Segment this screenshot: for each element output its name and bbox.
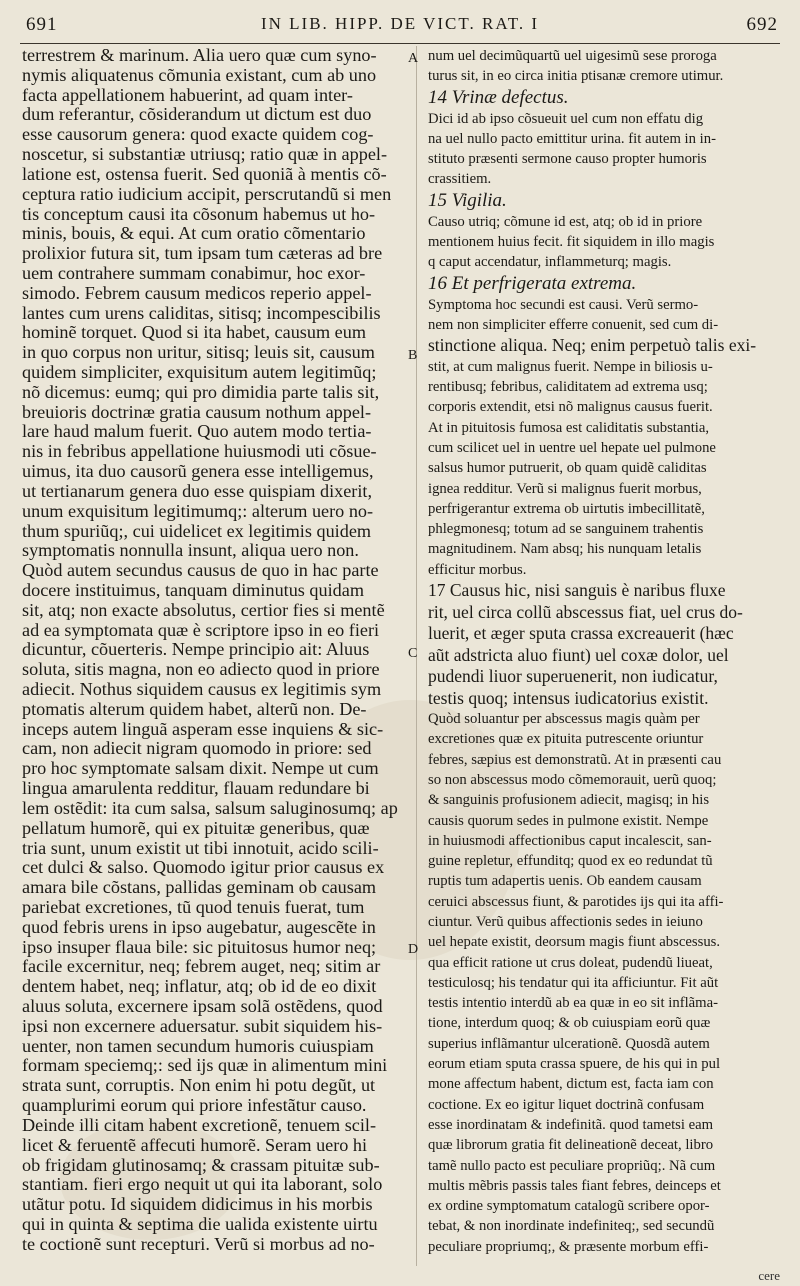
text-line: ptomatis alterum quidem habet, alterũ non. De-: [22, 699, 367, 719]
text-line: aũt adstricta aluo fiunt) uel coxæ dolor, uel: [428, 644, 729, 665]
section-heading: 14 Vrinæ defectus.: [428, 86, 569, 108]
text-line: nymis aliquatenus cõmunia existant, cum ab uno: [22, 65, 377, 85]
text-line: esse causorum genera: quod exacte quidem cog-: [22, 125, 374, 145]
text-line: cam, non adiecit nigram quomodo in priore: sed: [22, 739, 372, 759]
text-line: adiecit. Nothus siquidem causus ex legitimis sym: [22, 680, 382, 699]
text-line: mentionem huius fecit. fit siquidem in illo magis: [428, 234, 715, 251]
text-line: facta appellationem habuerint, ad quam inter-: [22, 85, 353, 105]
text-line: nis in febribus appellatione huiusmodi uti cõsue-: [22, 442, 377, 462]
text-line: ad ea symptomata quæ è scriptore ipso in eo fieri: [22, 620, 380, 640]
text-line: lem ostẽdit: ita cum salsa, salsum saluginosumq; ap: [22, 798, 398, 818]
text-line: so non abscessus modo cõmemorauit, uerũ quoq;: [428, 771, 717, 788]
text-line: dum referantur, cõsiderandum ut dictum est duo: [22, 105, 372, 125]
text-line: tebat, & non inordinate indefiniteq;, sed secundũ: [428, 1218, 715, 1235]
text-line: pellatum humorẽ, qui ex pituitæ generibus, quæ: [22, 818, 370, 838]
text-line: quamplurimi eorum qui priore infestãtur causo.: [22, 1096, 367, 1116]
text-line: Deinde illi citam habent excretionẽ, tenuem scil-: [22, 1115, 377, 1135]
text-line: phlegmonesq; totum ad se sanguinem trahentis: [428, 521, 704, 538]
page-number-left: 691: [26, 14, 58, 35]
text-line: luerit, et æger sputa crassa excreauerit (hæc: [428, 623, 734, 644]
text-line: na uel nullo pacto emittitur urina. fit autem in in-: [428, 130, 716, 147]
text-line: sit, atq; non exacte absolutus, certior fies si mentẽ: [22, 600, 385, 620]
text-line: coctione. Ex eo igitur liquet doctrinã confusam: [428, 1096, 705, 1113]
text-line: tis conceptum causi ita cõsonum habemus ut ho-: [22, 204, 376, 224]
text-line: qui in quinta & septima die ualida existente uirtu: [22, 1214, 378, 1234]
text-line: ceptura ratio iudicium accipit, perscrutandũ si men: [22, 184, 392, 204]
text-line: hominẽ torquet. Quod si ita habet, causum eum: [22, 323, 366, 343]
text-line: utãtur potu. Id siquidem didicimus in his morbis: [22, 1195, 373, 1215]
text-line: mone affectum habent, dictum est, facta iam con: [428, 1076, 714, 1093]
text-line: ciuntur. Verũ quibus affectionis sedes in ieiuno: [428, 914, 703, 930]
text-line: stinctione aliqua. Neq; enim perpetuò talis exi-: [428, 335, 757, 356]
text-line: lantes cum urens caliditas, sitisq; incompescibilis: [22, 303, 381, 323]
text-line: q caput accendatur, inflammeturq; magis.: [428, 254, 672, 271]
text-line: uenter, non tamen secundum humoris cuiuspiam: [22, 1036, 374, 1056]
text-line: ut tertianarum genera duo esse quispiam dixerit,: [22, 481, 373, 501]
text-line: tamẽ nullo pacto est peculiare propriũq;. Nã cum: [428, 1157, 716, 1174]
text-line: perfrigerantur extrema ob uirtutis imbecillitatẽ,: [428, 500, 705, 517]
text-line: cet dulci & salso. Quomodo igitur prior causus ex: [22, 858, 385, 878]
section-heading: 16 Et perfrigerata extrema.: [428, 272, 637, 294]
text-line: te coctionẽ sunt recepturi. Verũ si morbus ad no-: [22, 1234, 375, 1254]
text-line: multis mẽbris passis tales fiant febres, deinceps et: [428, 1177, 721, 1194]
text-line: At in pituitosis fumosa est caliditatis substantia,: [428, 419, 710, 436]
text-line: prolixior futura sit, tum ipsam tum cæteras ad bre: [22, 244, 383, 264]
running-title: IN LIB. HIPP. DE VICT. RAT. I: [260, 14, 540, 33]
text-line: ignea redditur. Verũ si malignus fuerit morbus,: [428, 480, 702, 497]
text-line: stituto præsenti sermone causo propter humoris: [428, 151, 707, 168]
text-line: testis intentio interdũ ab ea quæ in eo sit inflãma-: [428, 995, 719, 1012]
text-line: amara bile cõstans, pallidas geminam ob causam: [22, 878, 377, 898]
left-column: [22, 46, 404, 1255]
page-number-right: 692: [746, 14, 778, 35]
text-line: guine repletur, effunditq; quod ex eo redundat tũ: [428, 853, 713, 870]
text-line: docere instituimus, tanquam diminutus quidam: [22, 580, 364, 600]
text-line: soluta, sitis magna, non eo adiecto quod in priore: [22, 660, 380, 680]
text-line: in huiusmodi affectionibus caput incalescit, san-: [428, 832, 712, 849]
text-line: aluus soluta, excernere ipsam solã ostẽdens, quod: [22, 997, 383, 1016]
text-line: symptomatis nonnulla insunt, aliqua uero non.: [22, 541, 359, 561]
text-line: ex ordine symptomatum catalogũ scribere opor-: [428, 1198, 710, 1215]
text-line: 17 Causus hic, nisi sanguis è naribus fluxe: [428, 580, 726, 601]
text-line: dentem habet, neq; inflatur, atq; ob id de eo dixit: [22, 977, 377, 997]
text-line: ipso insuper flaua bile: sic pituitosus humor neq;: [22, 937, 377, 957]
text-line: cum scilicet uel in uentre uel hepate uel pulmone: [428, 439, 716, 456]
text-line: turus sit, in eo circa initia ptisanæ cremore utimur.: [428, 68, 724, 85]
text-line: superius inflãmantur ulcerationẽ. Quosdã autem: [428, 1035, 710, 1052]
text-line: lingua amarulenta redditur, flauam redundare bi: [22, 779, 370, 799]
text-line: in quo corpus non uritur, sitisq; leuis sit, causum: [22, 343, 375, 363]
text-line: efficitur morbus.: [428, 561, 527, 578]
text-line: salsus humor putruerit, ob quam quidẽ caliditas: [428, 460, 707, 477]
text-line: febres, sæpius est demonstratũ. At in præsenti cau: [428, 751, 722, 768]
text-line: Quòd autem secundus causus de quo in hac parte: [22, 561, 379, 581]
text-line: Dici id ab ipso cõsueuit uel cum non effatu dig: [428, 110, 704, 127]
text-line: eorum etiam sputa crassa spuere, de his qui in pul: [428, 1056, 721, 1073]
text-line: stantiam. fieri ergo nequit ut qui ita laborant, solo: [22, 1175, 383, 1195]
text-line: ruptis tum adapertis uenis. Ob eandem causam: [428, 873, 702, 890]
text-line: excretiones quæ ex pituita putrescente oriuntur: [428, 731, 704, 748]
catchword: cere: [758, 1268, 780, 1283]
text-line: stit, at cum malignus fuerit. Nempe in biliosis u-: [428, 358, 713, 375]
text-line: rit, uel circa collũ abscessus fiat, uel crus do-: [428, 601, 743, 622]
text-line: licet & feruentẽ affecuti humorẽ. Seram uero hi: [22, 1135, 368, 1155]
text-line: formam speciemq;: sed ijs quæ in alimentum mini: [22, 1056, 388, 1076]
text-line: quæ librorum gratia fit delineationẽ deceat, libro: [428, 1137, 714, 1154]
text-line: tria sunt, unum existit ut tibi innotuit, acido scili-: [22, 838, 379, 858]
text-line: pudendi liuor superuenerit, non iudicatur,: [428, 666, 718, 687]
text-line: pro hoc symptomate salsam dixit. Nempe ut cum: [22, 759, 379, 779]
text-line: strata sunt, corruptis. Non enim hi potu degũt, ut: [22, 1076, 376, 1096]
text-line: corporis extendit, etsi nõ malignus causus fuerit.: [428, 399, 713, 416]
text-line: Symptoma hoc secundi est causi. Verũ sermo-: [428, 296, 699, 313]
text-line: lare haud malum fuerit. Quo autem modo tertia-: [22, 422, 372, 442]
text-line: num uel decimũquartũ uel uigesimũ sese proroga: [428, 48, 717, 64]
text-line: nõ dicemus: eumq; qui pro dimidia parte talis sit,: [22, 382, 380, 402]
text-line: ipsi non excernere aduersatur. subit siquidem his-: [22, 1016, 383, 1036]
text-line: simodo. Febrem causum medicos reperio appel-: [22, 283, 372, 303]
text-line: testis quoq; intensus iudicatorius existit.: [428, 687, 709, 708]
text-line: peculiare propriumq;, & præsente morbum effi-: [428, 1238, 709, 1255]
marker-c: C: [408, 646, 418, 661]
text-line: tione, interdum quoq; & ob cuiuspiam eorũ quæ: [428, 1015, 711, 1032]
text-line: quidem simpliciter, exquisitum autem legitimũq;: [22, 363, 377, 382]
marker-d: D: [408, 942, 419, 957]
marker-a: A: [408, 51, 419, 66]
text-line: uimus, ita duo causorũ genera esse intelligemus,: [22, 462, 374, 482]
text-line: breuioris doctrinæ gratia causum nothum appel-: [22, 402, 372, 422]
text-line: magnitudinem. Nam absq; his nunquam letalis: [428, 541, 702, 558]
text-line: uel hepate existit, deorsum magis fiunt abscessus.: [428, 934, 721, 951]
text-line: facile excernitur, neq; febrem auget, neq; sitim ar: [22, 957, 381, 977]
text-line: ceruici abscessus fiunt, & parotides ijs qui ita affi-: [428, 893, 724, 910]
text-line: Quòd soluantur per abscessus magis quàm per: [428, 711, 700, 728]
text-line: Causo utriq; cõmune id est, atq; ob id in priore: [428, 213, 703, 230]
text-line: pariebat excretiones, tũ quod tenuis fuerat, tum: [22, 897, 365, 917]
text-line: unum exquisitum legitimumq;: alterum uero no-: [22, 501, 374, 521]
text-line: dicuntur, cõuerteris. Nempe principio ait: Aluus: [22, 640, 370, 660]
right-column: [428, 46, 784, 1257]
text-line: ob frigidam glutinosamq; & crassam pituitæ sub-: [22, 1155, 380, 1175]
text-line: terrestrem & marinum. Alia uero quæ cum syno-: [22, 46, 377, 65]
page-header: [18, 14, 782, 44]
text-line: testiculosq; his tendatur qui ita afficiuntur. Fit aũt: [428, 974, 719, 991]
text-line: quod febris urens in ipso augebatur, augescẽte in: [22, 917, 376, 937]
text-line: rentibusq; febribus, caliditatem ad extrema usq;: [428, 379, 708, 396]
text-line: & sanguinis profusionem adiecit, magisq; in his: [428, 792, 710, 809]
header-rule: [20, 43, 780, 44]
text-line: crassitiem.: [428, 171, 492, 188]
text-line: noscetur, si substantiæ utriusq; ratio quæ in appel-: [22, 145, 388, 165]
text-line: minis, bouis, & equi. At cum oratio cõmentario: [22, 224, 366, 244]
text-line: uem contrahere summam conabimur, hoc exor-: [22, 263, 366, 283]
text-line: qua efficit ratione ut crus doleat, pudendũ liueat,: [428, 954, 713, 971]
text-line: nem non simpliciter efferre conuenit, sed cum di-: [428, 316, 719, 333]
marker-b: B: [408, 348, 418, 363]
text-line: thum spuriũq;, cui uidelicet ex legitimis quidem: [22, 521, 372, 541]
text-line: latione est, ostensa fuerit. Sed quoniã à mentis cõ-: [22, 164, 387, 184]
text-line: causis quorum sedes in pulmone existit. Nempe: [428, 812, 709, 829]
text-line: inceps autem linguã asperam esse inquiens & sic-: [22, 719, 384, 739]
section-heading: 15 Vigilia.: [428, 189, 507, 211]
text-line: esse inordinatam & indefinitã. quod tametsi eam: [428, 1116, 714, 1133]
